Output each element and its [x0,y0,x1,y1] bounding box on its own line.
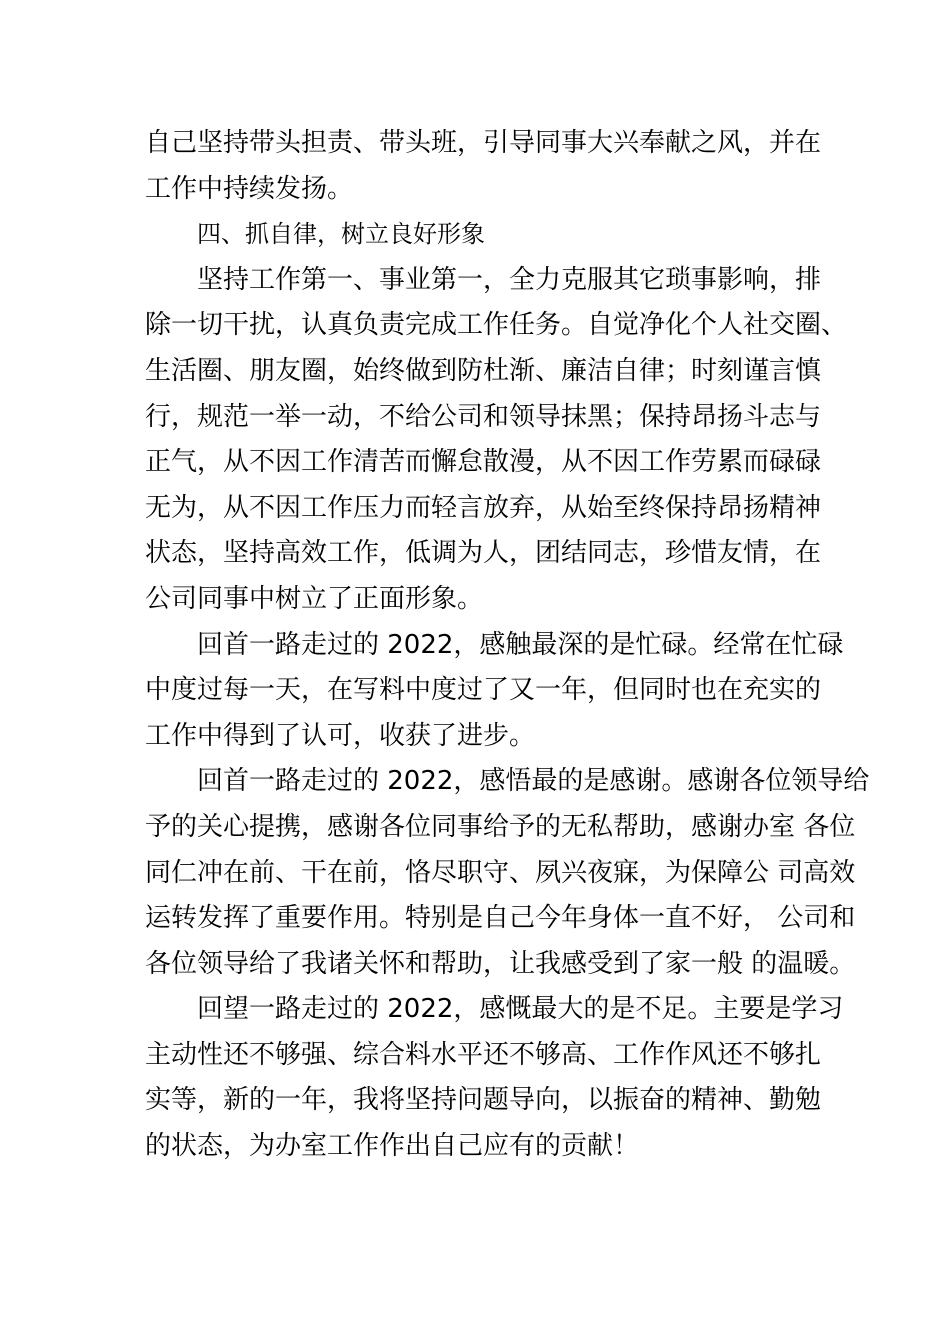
body-line: 工作中持续发扬。 [145,173,354,204]
paragraph-first-line: 回首一路走过的 2022，感悟最的是感谢。感谢各位领导给 [197,766,870,797]
body-line: 行，规范一举一动，不给公司和领导抹黑；保持昂扬斗志与 [145,401,822,432]
body-line: 的状态，为办室工作作出自己应有的贡献！ [145,1131,640,1162]
body-line: 生活圈、朋友圈，始终做到防杜渐、廉洁自律；时刻谨言慎 [145,355,822,386]
paragraph-first-line: 回望一路走过的 2022，感慨最大的是不足。主要是学习 [197,994,844,1025]
body-line: 正气，从不因工作清苦而懈怠散漫，从不因工作劳累而碌碌 [145,447,822,478]
body-line: 自己坚持带头担责、带头班，引导同事大兴奉献之风，并在 [145,128,822,158]
body-line: 予的关心提携，感谢各位同事给予的无私帮助，感谢办室 各位 [145,811,856,842]
paragraph-first-line: 坚持工作第一、事业第一，全力克服其它琐事影响，排 [197,264,822,295]
body-line: 同仁冲在前、干在前，恪尽职守、夙兴夜寐，为保障公 司高效 [145,857,856,888]
body-line: 工作中得到了认可，收获了进步。 [145,720,536,751]
paragraph-first-line: 回首一路走过的 2022，感触最深的是忙碌。经常在忙碌 [197,629,844,660]
body-line: 状态，坚持高效工作，低调为人，团结同志，珍惜友情，在 [145,538,822,569]
document-body [145,121,870,1170]
body-line: 运转发挥了重要作用。特别是自己今年身体一直不好， 公司和 [145,903,856,934]
body-line: 无为，从不因工作压力而轻言放弃，从始至终保持昂扬精神 [145,492,822,523]
body-line: 各位领导给了我诸关怀和帮助，让我感受到了家一般 的温暖。 [145,948,856,979]
body-line: 主动性还不够强、综合料水平还不够高、工作作风还不够扎 [145,1039,822,1070]
body-line: 除一切干扰，认真负责完成工作任务。自觉净化个人社交圈、 [145,310,848,341]
body-line: 中度过每一天，在写料中度过了又一年，但同时也在充实的 [145,675,822,706]
body-line: 公司同事中树立了正面形象。 [145,583,484,614]
section-heading: 四、抓自律，树立良好形象 [197,220,485,249]
body-line: 实等，新的一年，我将坚持问题导向，以振奋的精神、勤勉 [145,1085,822,1116]
